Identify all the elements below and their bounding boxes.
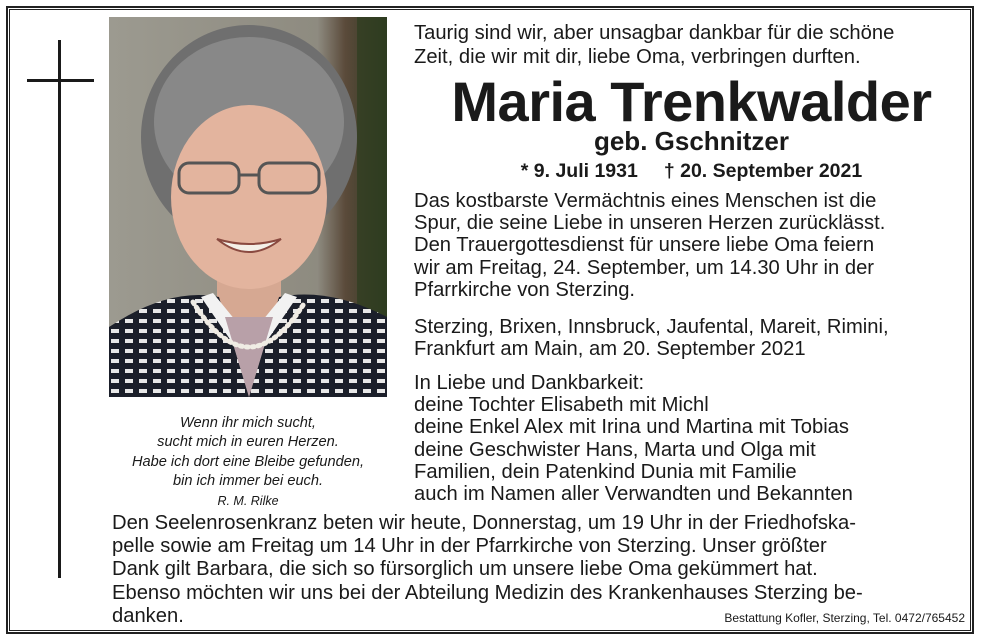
text-line: auch im Namen aller Verwandten und Bekannten <box>414 482 853 505</box>
text-line: Den Seelenrosenkranz beten wir heute, Donnerstag, um 19 Uhr in der Friedhofska- <box>112 512 856 534</box>
text-line: Sterzing, Brixen, Innsbruck, Jaufental, Mareit, Rimini, <box>414 316 889 338</box>
text-line: deine Geschwister Hans, Marta und Olga mit <box>414 438 816 461</box>
text-line: Dank gilt Barbara, die sich so fürsorglich um unsere liebe Oma gekümmert hat. <box>112 558 818 581</box>
text-line: Das kostbarste Vermächtnis eines Menschen ist die <box>414 190 877 212</box>
cross-icon-bar <box>27 79 94 82</box>
birth-date: * 9. Juli 1931 <box>520 160 638 182</box>
text-line: deine Tochter Elisabeth mit Michl <box>414 394 709 417</box>
text-line: deine Enkel Alex mit Irina und Martina mit Tobias <box>414 416 849 439</box>
text-line: wir am Freitag, 24. September, um 14.30 Uhr in der <box>414 256 875 279</box>
portrait-photo <box>109 17 387 397</box>
deceased-name: Maria Trenkwalder <box>451 70 932 133</box>
text-line: danken. <box>112 604 184 627</box>
text-line: pelle sowie am Freitag um 14 Uhr in der Pfarrkirche von Sterzing. Unser größter <box>112 535 827 558</box>
maiden-name: geb. Gschnitzer <box>593 126 790 156</box>
place-date <box>414 316 889 360</box>
text-line: In Liebe und Dankbarkeit: <box>414 372 645 394</box>
text-line: Spur, die seine Liebe in unseren Herzen zurücklässt. <box>414 212 886 235</box>
poem-line: bin ich immer bei euch. <box>172 473 324 490</box>
intro-line: Taurig sind wir, aber unsagbar dankbar für die schöne <box>414 22 895 44</box>
poem-author: R. M. Rilke <box>217 493 279 508</box>
mourners-list <box>414 372 853 505</box>
death-date: † 20. September 2021 <box>663 160 863 182</box>
intro-text <box>414 22 894 69</box>
text-line: Den Trauergottesdienst für unsere liebe Oma feiern <box>414 234 875 257</box>
poem-line: Habe ich dort eine Bleibe gefunden, <box>131 453 365 470</box>
text-line: Ebenso möchten wir uns bei der Abteilung Medizin des Krankenhauses Sterzing be- <box>112 581 863 604</box>
text-line: Frankfurt am Main, am 20. September 2021 <box>414 338 806 361</box>
text-line: Familien, dein Patenkind Dunia mit Familie <box>414 460 797 483</box>
poem-line: Wenn ihr mich sucht, <box>180 415 316 431</box>
memorial-text <box>414 190 885 301</box>
funeral-home-credit: Bestattung Kofler, Sterzing, Tel. 0472/765452 <box>724 611 965 625</box>
life-dates <box>414 160 969 182</box>
text-line: Pfarrkirche von Sterzing. <box>414 278 636 301</box>
cross-icon <box>58 40 61 578</box>
poem-line: sucht mich in euren Herzen. <box>157 434 339 451</box>
intro-line: Zeit, die wir mit dir, liebe Oma, verbringen durften. <box>414 45 861 68</box>
poem <box>109 414 387 511</box>
